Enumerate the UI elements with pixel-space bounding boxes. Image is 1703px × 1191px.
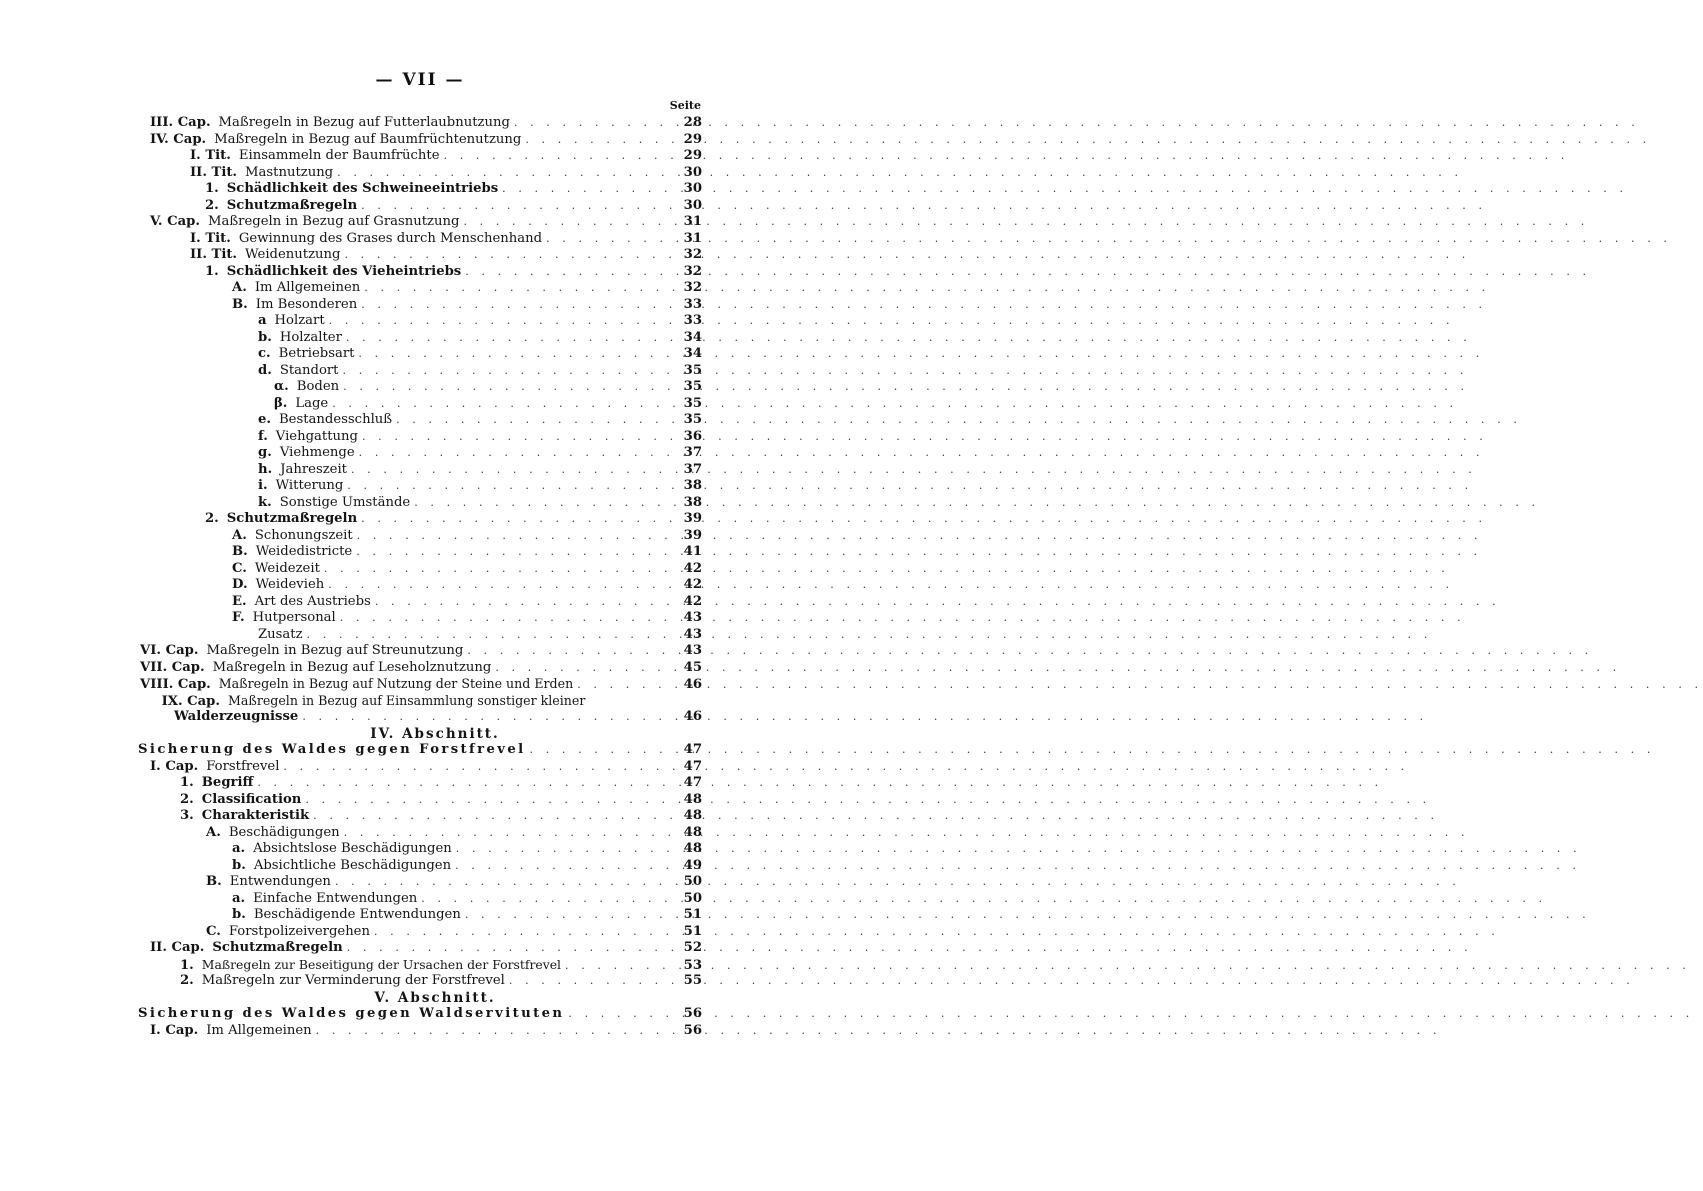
toc-entry — [0, 808, 702, 825]
entry-title: Zusatz — [258, 626, 303, 642]
page-ref: 42 — [683, 577, 702, 592]
leader-dots — [329, 313, 680, 330]
leader-dots — [343, 363, 680, 380]
page-ref: 31 — [683, 230, 702, 246]
leader-dots — [414, 495, 679, 512]
entry-title: Maßregeln in Bezug auf Futterlaubnutzung — [218, 115, 510, 130]
leader-dots — [455, 858, 680, 875]
entry-title: Schutzmaßregeln — [226, 511, 358, 526]
entry-number: A. — [232, 280, 247, 295]
toc-entry — [0, 115, 702, 132]
entry-number: VI. Cap. — [140, 643, 199, 658]
entry-title: Maßregeln in Bezug auf Streunutzung — [206, 643, 464, 658]
page-ref: 46 — [683, 677, 702, 692]
entry-number: a — [258, 313, 267, 328]
entry-title: Sicherung des Waldes gegen Forstfrevel — [138, 742, 526, 757]
entry-number: IX. Cap. — [161, 693, 220, 709]
entry-number: k. — [258, 494, 272, 510]
toc-entry — [0, 693, 702, 710]
entry-title: Maßregeln in Bezug auf Einsammlung sonstiger kleiner — [228, 692, 586, 708]
entry-title: Im Allgemeinen — [206, 1022, 312, 1038]
toc-entry — [0, 231, 702, 248]
entry-number: β. — [274, 395, 288, 411]
leader-dots — [302, 709, 679, 726]
entry-number: IV. Cap. — [150, 131, 207, 147]
entry-title: Gewinnung des Grases durch Menschenhand — [238, 230, 543, 246]
leader-dots — [495, 660, 679, 677]
leader-dots — [525, 132, 679, 149]
toc-entry — [0, 544, 702, 561]
entry-number: C. — [232, 560, 247, 576]
entry-number: B. — [232, 296, 248, 312]
page-ref: 35 — [683, 379, 702, 394]
page-ref: 46 — [683, 709, 702, 724]
toc-entry — [0, 627, 702, 644]
entry-title: Lage — [295, 395, 329, 411]
entry-title: Walderzeugnisse — [174, 709, 299, 724]
entry-number: I. Cap. — [150, 758, 199, 774]
leader-dots — [465, 907, 680, 924]
toc-entry — [0, 132, 702, 149]
toc-entry — [0, 775, 702, 792]
toc-entry — [0, 181, 702, 198]
page-ref: 55 — [683, 973, 702, 988]
entry-number: I. Tit. — [190, 148, 231, 163]
entry-number: C. — [206, 923, 221, 939]
entry-number: 2. — [180, 791, 194, 807]
page-ref: 47 — [683, 775, 702, 790]
entry-number: VIII. Cap. — [140, 677, 211, 692]
page-ref: 39 — [683, 527, 702, 543]
entry-number: B. — [232, 544, 248, 559]
toc-entry — [0, 462, 702, 479]
entry-title: Viehmenge — [279, 445, 355, 460]
entry-title: Absichtslose Beschädigungen — [253, 841, 452, 856]
toc-entry — [0, 610, 702, 627]
page-ref: 36 — [683, 428, 702, 444]
entry-title: Holzart — [274, 313, 325, 328]
entry-title: Schutzmaßregeln — [212, 940, 343, 955]
entry-number: 1. — [205, 263, 219, 279]
leader-dots — [356, 544, 679, 561]
toc-entry — [0, 577, 702, 594]
entry-title: Forstpolizeivergehen — [228, 923, 370, 939]
entry-title: Sicherung des Waldes gegen Waldservituten — [138, 1006, 565, 1021]
entry-title: Einsammeln der Baumfrüchte — [238, 148, 440, 163]
page-ref: 43 — [683, 610, 702, 625]
toc-entry — [0, 511, 702, 528]
page-ref: 35 — [683, 412, 702, 427]
entry-title: Betriebsart — [278, 346, 355, 361]
toc-entry — [0, 825, 702, 842]
entry-number: II. Tit. — [190, 247, 238, 262]
toc-entry — [0, 1006, 702, 1023]
entry-title: Schädlichkeit des Schweineeintriebs — [226, 181, 499, 196]
entry-number: a. — [232, 890, 246, 906]
page-ref: 35 — [683, 395, 702, 411]
page-ref: 51 — [683, 923, 702, 939]
entry-number: 1. — [180, 775, 194, 790]
toc-entry — [0, 214, 702, 231]
page-ref: 31 — [683, 214, 702, 229]
entry-title: Weidezeit — [254, 560, 320, 576]
toc-entry — [0, 874, 702, 891]
leader-dots — [361, 198, 679, 215]
leader-dots — [565, 958, 680, 975]
page-ref: 48 — [683, 841, 702, 856]
leader-dots — [347, 478, 679, 495]
page-ref: 56 — [683, 1022, 702, 1038]
leader-dots — [546, 231, 680, 248]
leader-dots — [374, 924, 680, 941]
entry-title: Jahreszeit — [280, 461, 347, 477]
entry-title: Beschädigende Entwendungen — [253, 907, 461, 922]
page-ref: 33 — [683, 313, 702, 328]
entry-title: Standort — [279, 362, 339, 378]
toc-entry — [0, 412, 702, 429]
toc-entry — [0, 429, 702, 446]
leader-dots — [568, 1006, 679, 1023]
page-ref: 33 — [683, 296, 702, 312]
toc-entry — [0, 478, 702, 495]
page-ref: 32 — [683, 280, 702, 295]
entry-number: i. — [258, 478, 268, 493]
leader-dots — [359, 445, 680, 462]
toc-entry — [0, 594, 702, 611]
page-ref: 28 — [683, 115, 702, 130]
page-ref: 56 — [683, 1006, 702, 1021]
entry-title: Entwendungen — [229, 874, 331, 889]
leader-dots — [361, 511, 679, 528]
toc-entry — [0, 660, 702, 677]
page-ref: 32 — [683, 263, 702, 279]
entry-title: Maßregeln zur Verminderung der Forstfrevel — [201, 973, 505, 988]
entry-title: Weidenutzung — [245, 247, 341, 262]
toc-entry — [0, 709, 702, 726]
leader-dots — [347, 940, 680, 957]
toc-entry — [0, 891, 702, 908]
leader-dots — [346, 330, 680, 347]
toc-entry — [0, 445, 702, 462]
toc-entry — [0, 495, 702, 512]
page-ref: 34 — [683, 346, 702, 361]
page-ref: 43 — [683, 626, 702, 642]
entry-title: Weidevieh — [255, 577, 325, 592]
entry-number: e. — [258, 412, 271, 427]
entry-title: Hutpersonal — [252, 610, 336, 625]
entry-number: h. — [258, 461, 273, 477]
entry-number: d. — [258, 362, 272, 378]
entry-title: Maßregeln in Bezug auf Grasnutzung — [207, 214, 460, 229]
entry-title: Im Allgemeinen — [254, 280, 361, 295]
entry-title: Beschädigungen — [228, 824, 340, 840]
entry-number: A. — [206, 824, 221, 840]
toc-entry — [0, 346, 702, 363]
entry-number: VII. Cap. — [140, 659, 205, 675]
page-ref: 34 — [683, 329, 702, 345]
toc-entry — [0, 363, 702, 380]
leader-dots — [502, 181, 680, 198]
entry-number: A. — [232, 527, 247, 543]
page-ref: 30 — [683, 197, 702, 213]
leader-dots — [465, 264, 679, 281]
entry-title: Maßregeln in Bezug auf Nutzung der Steine und Erden — [218, 676, 574, 691]
leader-dots — [283, 759, 679, 776]
entry-title: Mastnutzung — [245, 164, 334, 180]
leader-dots — [463, 214, 679, 231]
entry-number: b. — [258, 329, 272, 345]
leader-dots — [305, 792, 679, 809]
entry-number: 2. — [180, 973, 194, 988]
toc-entry — [0, 973, 702, 990]
entry-number: f. — [258, 428, 268, 444]
page-ref: 49 — [683, 857, 702, 873]
entry-number: E. — [232, 593, 247, 609]
leader-dots — [530, 742, 680, 759]
entry-title: Absichtliche Beschädigungen — [253, 857, 452, 873]
leader-dots — [577, 677, 679, 694]
leader-dots — [316, 1023, 680, 1040]
entry-title: Begriff — [201, 775, 254, 790]
leader-dots — [375, 594, 680, 611]
section-heading: V. Abschnitt. — [374, 989, 496, 1006]
page-number-header: — VII — — [375, 70, 465, 90]
table-of-contents — [0, 115, 840, 1039]
entry-number: b. — [232, 907, 246, 922]
toc-entry — [0, 264, 702, 281]
page-ref: 37 — [683, 445, 702, 460]
leader-dots — [344, 247, 679, 264]
toc-entry — [0, 561, 702, 578]
leader-dots — [328, 577, 679, 594]
entry-number: 2. — [205, 197, 219, 213]
entry-number: c. — [258, 346, 271, 361]
leader-dots — [357, 528, 680, 545]
entry-title: Art des Austriebs — [254, 593, 371, 609]
toc-entry — [0, 247, 702, 264]
entry-title: Schonungszeit — [254, 527, 353, 543]
entry-number: III. Cap. — [150, 115, 211, 130]
entry-title: Schutzmaßregeln — [226, 197, 358, 213]
page-ref: 53 — [683, 957, 702, 973]
page-ref: 30 — [683, 164, 702, 180]
leader-dots — [364, 280, 679, 297]
toc-entry — [0, 330, 702, 347]
entry-number: F. — [232, 610, 245, 625]
leader-dots — [444, 148, 680, 165]
entry-title: Classification — [201, 791, 302, 807]
page-ref: 39 — [683, 511, 702, 526]
page-ref: 48 — [683, 791, 702, 807]
entry-title: Holzalter — [279, 329, 342, 345]
leader-dots — [514, 115, 680, 132]
toc-entry — [0, 165, 702, 182]
entry-number: D. — [232, 577, 248, 592]
toc-entry — [0, 528, 702, 545]
page-ref: 38 — [683, 478, 702, 493]
leader-dots — [332, 396, 679, 413]
page-ref: 48 — [683, 824, 702, 840]
page-ref: 32 — [683, 247, 702, 262]
entry-title: Sonstige Umstände — [279, 494, 411, 510]
toc-entry — [0, 957, 702, 974]
entry-number: b. — [232, 857, 246, 873]
page-column-label: Seite — [669, 99, 701, 112]
leader-dots — [351, 462, 680, 479]
entry-title: Weidedistricte — [255, 544, 353, 559]
page-ref: 35 — [683, 362, 702, 378]
page-ref: 47 — [683, 758, 702, 774]
leader-dots — [358, 346, 679, 363]
page-ref: 43 — [683, 643, 702, 658]
leader-dots — [257, 775, 679, 792]
page-ref: 50 — [683, 874, 702, 889]
entry-title: Einfache Entwendungen — [253, 890, 418, 906]
toc-entry — [0, 792, 702, 809]
toc-entry — [0, 148, 702, 165]
entry-title: Maßregeln in Bezug auf Baumfrüchtenutzung — [214, 131, 522, 147]
entry-number: a. — [232, 841, 246, 856]
leader-dots — [335, 874, 680, 891]
toc-entry — [0, 1023, 702, 1040]
leader-dots — [509, 973, 680, 990]
page-ref: 38 — [683, 494, 702, 510]
page-ref: 52 — [683, 940, 702, 955]
toc-entry — [0, 379, 702, 396]
entry-number: 2. — [205, 511, 219, 526]
toc-entry — [0, 280, 702, 297]
leader-dots — [362, 429, 680, 446]
page-ref: 29 — [683, 148, 702, 163]
leader-dots — [396, 412, 680, 429]
toc-entry — [0, 924, 702, 941]
toc-entry — [0, 759, 702, 776]
entry-title: Witterung — [275, 478, 344, 493]
page-ref: 51 — [683, 907, 702, 922]
leader-dots — [467, 643, 679, 660]
entry-title: Viehgattung — [275, 428, 358, 444]
leader-dots — [361, 297, 679, 314]
entry-title: Bestandesschluß — [278, 412, 393, 427]
page-ref: 42 — [683, 593, 702, 609]
leader-dots — [344, 825, 680, 842]
entry-title: Schädlichkeit des Vieheintriebs — [226, 263, 462, 279]
entry-number: 1. — [205, 181, 219, 196]
entry-number: I. Tit. — [190, 230, 231, 246]
page-ref: 47 — [683, 742, 702, 757]
page-ref: 48 — [683, 808, 702, 823]
entry-title: Maßregeln in Bezug auf Leseholznutzung — [212, 659, 492, 675]
entry-number: II. Tit. — [190, 164, 238, 180]
page-ref: 41 — [683, 544, 702, 559]
entry-number: α. — [274, 379, 289, 394]
toc-entry — [0, 643, 702, 660]
entry-title: Maßregeln zur Beseitigung der Ursachen der Forstfrevel — [201, 956, 562, 972]
leader-dots — [343, 379, 680, 396]
entry-number: B. — [206, 874, 222, 889]
entry-number: I. Cap. — [150, 1022, 199, 1038]
page-ref: 42 — [683, 560, 702, 576]
entry-title: Charakteristik — [201, 808, 310, 823]
entry-title: Boden — [296, 379, 340, 394]
entry-number: g. — [258, 445, 272, 460]
toc-entry — [0, 742, 702, 759]
toc-entry — [0, 940, 702, 957]
entry-number: V. Cap. — [150, 214, 200, 229]
entry-title: Forstfrevel — [206, 758, 280, 774]
toc-entry — [0, 676, 702, 693]
leader-dots — [324, 561, 680, 578]
leader-dots — [307, 627, 680, 644]
leader-dots — [421, 891, 679, 908]
page-ref: 37 — [683, 461, 702, 477]
document-page — [0, 0, 840, 1191]
leader-dots — [313, 808, 679, 825]
toc-entry — [0, 396, 702, 413]
entry-title: Im Besonderen — [255, 296, 358, 312]
page-ref: 30 — [683, 181, 702, 196]
toc-entry — [0, 313, 702, 330]
toc-entry — [0, 297, 702, 314]
leader-dots — [340, 610, 680, 627]
leader-dots — [456, 841, 680, 858]
entry-number: 1. — [180, 957, 194, 973]
entry-number: II. Cap. — [150, 940, 205, 955]
section-heading: IV. Abschnitt. — [370, 725, 500, 742]
toc-entry — [0, 907, 702, 924]
toc-entry — [0, 858, 702, 875]
toc-entry — [0, 198, 702, 215]
entry-number: 3. — [180, 808, 194, 823]
page-ref: 50 — [683, 890, 702, 906]
leader-dots — [337, 165, 680, 182]
page-ref: 45 — [683, 659, 702, 675]
page-ref: 29 — [683, 131, 702, 147]
toc-entry — [0, 841, 702, 858]
